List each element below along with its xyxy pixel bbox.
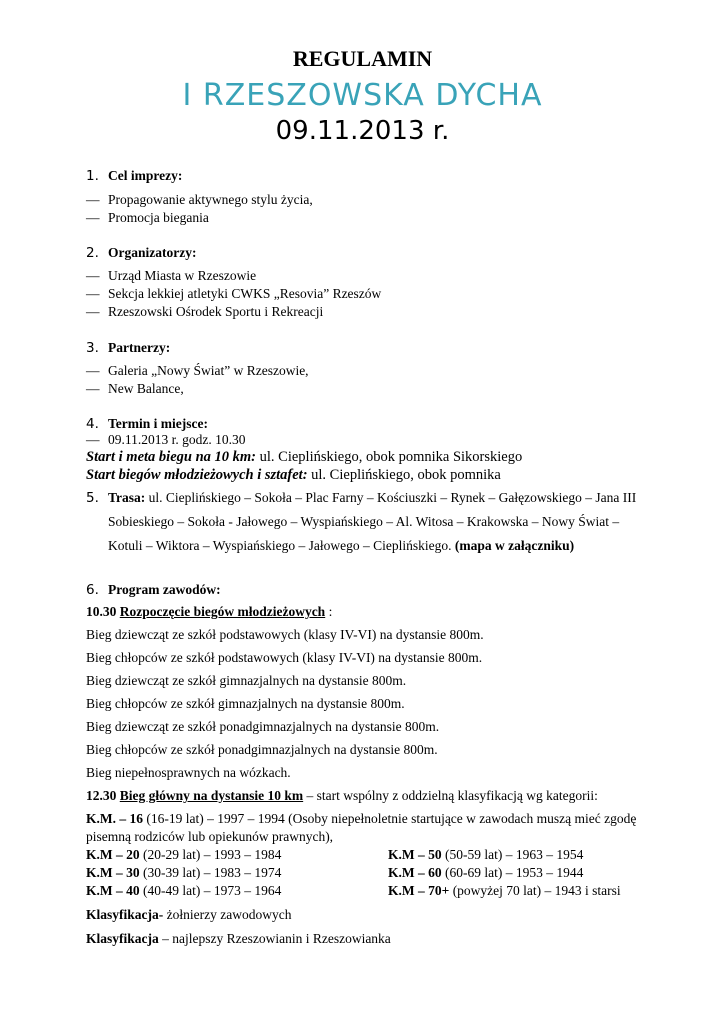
category-text: (60-69 lat) – 1953 – 1944: [441, 865, 584, 880]
main-run-heading: [86, 788, 598, 804]
dash: —: [86, 363, 100, 378]
start-line: [86, 449, 522, 466]
list-item: Rzeszowski Ośrodek Sportu i Rekreacji: [108, 304, 324, 319]
category-left: [86, 883, 281, 899]
category-text: (16-19 lat) – 1997 – 1994 (Osoby niepełnoletnie startujące w zawodach muszą mieć zgodę: [143, 811, 637, 826]
section-title: Program zawodów:: [108, 582, 221, 597]
youth-run: Bieg niepełnosprawnych na wózkach.: [86, 765, 291, 780]
section-title: Trasa:: [108, 490, 146, 505]
start-label: Start i meta biegu na 10 km:: [86, 449, 256, 465]
classification-text: – najlepszy Rzeszowianin i Rzeszowianka: [158, 931, 391, 946]
youth-start-label: Start biegów młodzieżowych i sztafet:: [86, 467, 308, 483]
dash: —: [86, 210, 100, 225]
category-label: K.M – 20: [86, 847, 140, 862]
category-text: (powyżej 70 lat) – 1943 i starsi: [449, 883, 621, 898]
section-number: 2.: [86, 245, 99, 261]
category-right: [388, 865, 583, 881]
category-right: [388, 883, 621, 899]
route-line-1: [108, 490, 636, 506]
map-note: (mapa w załączniku): [454, 538, 575, 553]
section-number: 3.: [86, 340, 99, 356]
route-line-3: [108, 538, 574, 554]
section-number: 1.: [86, 168, 99, 184]
list-item: Sekcja lekkiej atletyki CWKS „Resovia” Rzeszów: [108, 286, 382, 301]
route-text: Kotuli – Wiktora – Wyspiańskiego – Jałowego – Cieplińskiego.: [108, 538, 455, 553]
dash: —: [86, 432, 100, 447]
category-right: [388, 847, 583, 863]
youth-time: 10.30: [86, 604, 120, 619]
youth-run: Bieg dziewcząt ze szkół gimnazjalnych na dystansie 800m.: [86, 673, 407, 688]
category-text: (20-29 lat) – 1993 – 1984: [139, 847, 282, 862]
youth-label: Rozpoczęcie biegów młodzieżowych: [119, 604, 326, 619]
route-text: ul. Cieplińskiego – Sokoła – Plac Farny – Kościuszki – Rynek – Gałęzowskiego – Jana III: [145, 490, 637, 505]
list-item: Urząd Miasta w Rzeszowie: [108, 268, 257, 283]
list-item: Propagowanie aktywnego stylu życia,: [108, 192, 313, 207]
event-name: I RZESZOWSKA DYCHA: [182, 78, 543, 113]
main-time: 12.30: [86, 788, 120, 803]
section-number: 6.: [86, 582, 99, 598]
classification-soldiers: [86, 907, 291, 923]
category-text: (40-49 lat) – 1973 – 1964: [139, 883, 282, 898]
classification-label: Klasyfikacja-: [86, 907, 164, 922]
youth-run: Bieg chłopców ze szkół podstawowych (klasy IV-VI) na dystansie 800m.: [86, 650, 483, 665]
dash: —: [86, 286, 100, 301]
category-label: K.M – 70+: [388, 883, 450, 898]
youth-run: Bieg chłopców ze szkół gimnazjalnych na dystansie 800m.: [86, 696, 405, 711]
youth-run: Bieg dziewcząt ze szkół podstawowych (klasy IV-VI) na dystansie 800m.: [86, 627, 484, 642]
dash: —: [86, 304, 100, 319]
section-number: 4.: [86, 416, 99, 432]
section-title: Cel imprezy:: [108, 168, 183, 183]
start-text: ul. Cieplińskiego, obok pomnika Sikorskiego: [256, 449, 523, 465]
category-left: [86, 847, 281, 863]
section-number: 5.: [86, 490, 99, 506]
main-label: Bieg główny na dystansie 10 km: [119, 788, 304, 803]
list-item: 09.11.2013 r. godz. 10.30: [108, 432, 246, 447]
dash: —: [86, 381, 100, 396]
youth-run: Bieg chłopców ze szkół ponadgimnazjalnych na dystansie 800m.: [86, 742, 438, 757]
category-label: K.M – 30: [86, 865, 140, 880]
category-label: K.M. – 16: [86, 811, 143, 826]
list-item: Galeria „Nowy Świat” w Rzeszowie,: [108, 363, 309, 378]
classification-text: żołnierzy zawodowych: [163, 907, 292, 922]
classification-label: Klasyfikacja: [86, 931, 159, 946]
youth-start-text: ul. Cieplińskiego, obok pomnika: [307, 467, 501, 483]
dash: —: [86, 192, 100, 207]
youth-start-line: [86, 467, 501, 484]
youth-program-heading: [86, 604, 332, 620]
list-item: New Balance,: [108, 381, 184, 396]
main-text: – start wspólny z oddzielną klasyfikacją wg kategorii:: [303, 788, 598, 803]
category-text: (30-39 lat) – 1983 – 1974: [139, 865, 282, 880]
category-km16-note: pisemną rodziców lub opiekunów prawnych),: [86, 829, 334, 844]
classification-residents: [86, 931, 391, 947]
category-label: K.M – 40: [86, 883, 140, 898]
colon: :: [325, 604, 333, 619]
youth-run: Bieg dziewcząt ze szkół ponadgimnazjalnych na dystansie 800m.: [86, 719, 440, 734]
section-title: Partnerzy:: [108, 340, 171, 355]
category-label: K.M – 60: [388, 865, 442, 880]
category-left: [86, 865, 281, 881]
route-line-2: Sobieskiego – Sokoła - Jałowego – Wyspiańskiego – Al. Witosa – Krakowska – Nowy Świat –: [108, 514, 620, 529]
list-item: Promocja biegania: [108, 210, 209, 225]
dash: —: [86, 268, 100, 283]
section-title: Organizatorzy:: [108, 245, 197, 260]
category-label: K.M – 50: [388, 847, 442, 862]
document-title: REGULAMIN: [292, 46, 433, 71]
event-date: 09.11.2013 r.: [275, 116, 450, 146]
section-title: Termin i miejsce:: [108, 416, 208, 431]
category-km16: [86, 811, 636, 827]
category-text: (50-59 lat) – 1963 – 1954: [441, 847, 584, 862]
